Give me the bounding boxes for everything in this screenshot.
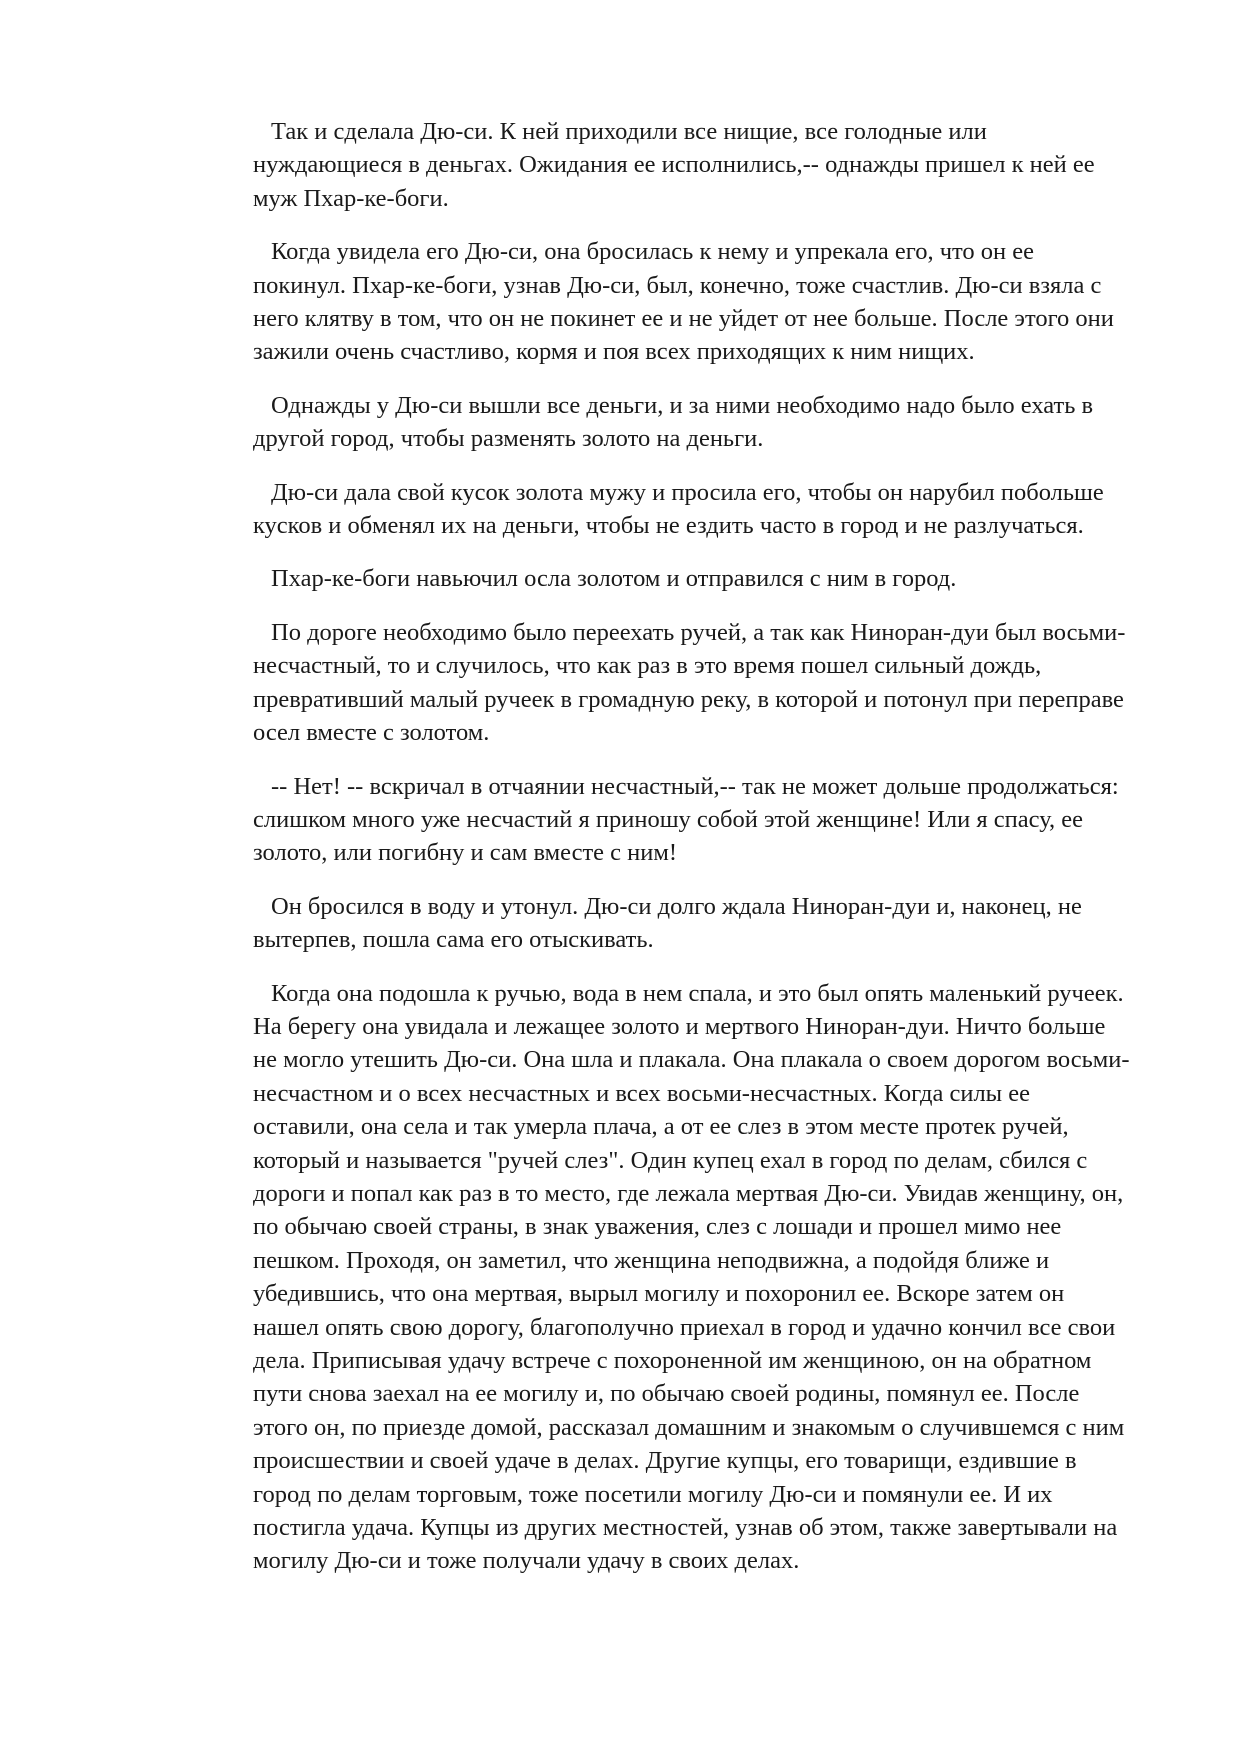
text-line: зажили очень счастливо, кормя и поя всех приходящих к ним нищих.	[253, 338, 975, 366]
text-line: На берегу она увидала и лежащее золото и мертвого Ниноран-дуи. Ничто больше	[253, 1012, 1106, 1040]
paragraph-4	[253, 476, 1153, 543]
text-line: вытерпев, пошла сама его отыскивать.	[253, 926, 654, 954]
text-line: пути снова заехал на ее могилу и, по обычаю своей родины, помянул ее. После	[253, 1380, 1080, 1408]
text-line: пешком. Проходя, он заметил, что женщина неподвижна, а подойдя ближе и	[253, 1246, 1050, 1274]
text-line: кусков и обменял их на деньги, чтобы не ездить часто в город и не разлучаться.	[253, 512, 1084, 540]
paragraph-3	[253, 389, 1153, 456]
text-line: золото, или погибну и сам вместе с ним!	[253, 839, 678, 867]
text-line: муж Пхар-ке-боги.	[253, 184, 449, 212]
text-line: По дороге необходимо было переехать ручей, а так как Ниноран-дуи был восьми-	[271, 618, 1126, 646]
text-line: оставили, она села и так умерла плача, а от ее слез в этом месте протек ручей,	[253, 1113, 1069, 1141]
text-line: Дю-си дала свой кусок золота мужу и просила его, чтобы он нарубил побольше	[271, 478, 1104, 506]
text-line: Когда увидела его Дю-си, она бросилась к нему и упрекала его, что он ее	[271, 238, 1035, 266]
text-line: дороги и попал как раз в то место, где лежала мертвая Дю-си. Увидав женщину, он,	[253, 1179, 1124, 1207]
paragraph-1	[253, 115, 1153, 215]
text-line: несчастный, то и случилось, что как раз в это время пошел сильный дождь,	[253, 652, 1042, 680]
text-line: покинул. Пхар-ке-боги, узнав Дю-си, был, конечно, тоже счастлив. Дю-си взяла с	[253, 271, 1102, 299]
text-line: не могло утешить Дю-си. Она шла и плакала. Она плакала о своем дорогом восьми-	[253, 1046, 1130, 1074]
paragraph-9	[253, 977, 1153, 1578]
text-line: могилу Дю-си и тоже получали удачу в своих делах.	[253, 1547, 800, 1575]
text-line: несчастном и о всех несчастных и всех восьми-несчастных. Когда силы ее	[253, 1079, 1031, 1107]
paragraph-5	[253, 562, 1153, 595]
text-line: этого он, по приезде домой, рассказал домашним и знакомым о случившемся с ним	[253, 1413, 1125, 1441]
text-line: него клятву в том, что он не покинет ее и не уйдет от нее больше. После этого они	[253, 305, 1114, 333]
text-line: постигла удача. Купцы из других местностей, узнав об этом, также завертывали на	[253, 1514, 1118, 1542]
text-line: Пхар-ке-боги навьючил осла золотом и отправился с ним в город.	[271, 565, 957, 593]
paragraph-7	[253, 770, 1153, 870]
text-line: по обычаю своей страны, в знак уважения, слез с лошади и прошел мимо нее	[253, 1213, 1062, 1241]
text-line: Когда она подошла к ручью, вода в нем спала, и это был опять маленький ручеек.	[271, 979, 1124, 1007]
text-line: нашел опять свою дорогу, благополучно приехал в город и удачно кончил все свои	[253, 1313, 1116, 1341]
text-line: который и называется "ручей слез". Один купец ехал в город по делам, сбился с	[253, 1146, 1088, 1174]
text-line: другой город, чтобы разменять золото на деньги.	[253, 425, 764, 453]
text-column	[253, 115, 1153, 1598]
text-line: Он бросился в воду и утонул. Дю-си долго ждала Ниноран-дуи и, наконец, не	[271, 892, 1082, 920]
paragraph-2	[253, 235, 1153, 369]
paragraph-6	[253, 616, 1153, 750]
text-line: превративший малый ручеек в громадную реку, в которой и потонул при переправе	[253, 685, 1124, 713]
text-line: Так и сделала Дю-си. К ней приходили все нищие, все голодные или	[271, 118, 987, 145]
text-line: осел вместе с золотом.	[253, 719, 490, 747]
text-line: Однажды у Дю-си вышли все деньги, и за ними необходимо надо было ехать в	[271, 391, 1094, 419]
text-line: нуждающиеся в деньгах. Ожидания ее исполнились,-- однажды пришел к ней ее	[253, 151, 1095, 179]
text-line: слишком много уже несчастий я приношу собой этой женщине! Или я спасу, ее	[253, 805, 1083, 833]
text-line: город по делам торговым, тоже посетили могилу Дю-си и помянули ее. И их	[253, 1480, 1053, 1508]
text-line: происшествии и своей удаче в делах. Другие купцы, его товарищи, ездившие в	[253, 1447, 1077, 1475]
paragraph-8	[253, 890, 1153, 957]
text-line: дела. Приписывая удачу встрече с похороненной им женщиною, он на обратном	[253, 1347, 1092, 1374]
text-line: убедившись, что она мертвая, вырыл могилу и похоронил ее. Вскоре затем он	[253, 1280, 1065, 1308]
text-line: -- Нет! -- вскричал в отчаянии несчастный,-- так не может дольше продолжаться:	[271, 772, 1119, 800]
